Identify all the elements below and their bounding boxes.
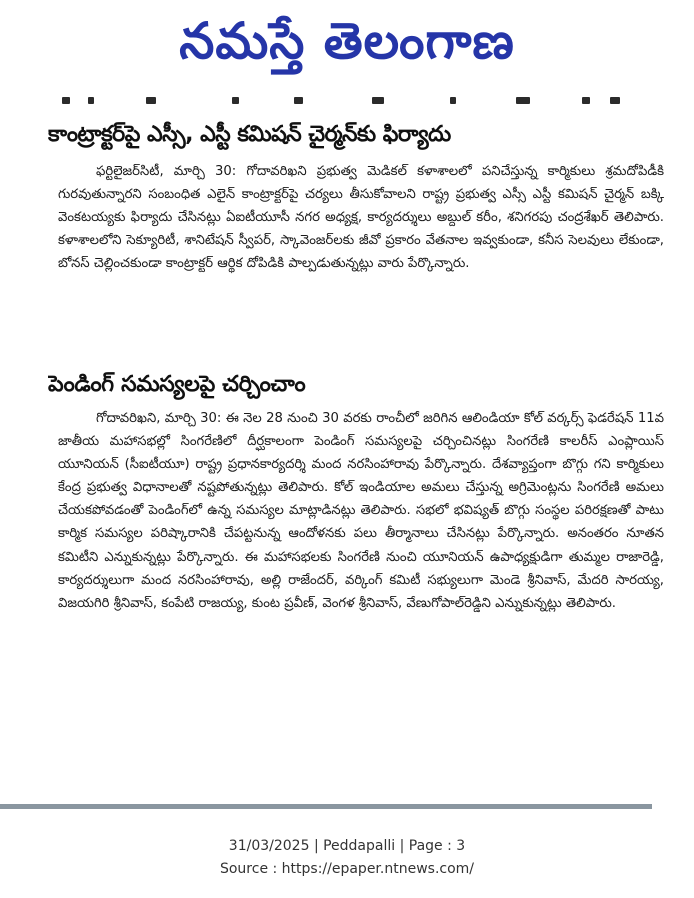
footer-source: Source : https://epaper.ntnews.com/ — [219, 861, 475, 877]
masthead-title: నమస్తే తెలంగాణ — [179, 12, 515, 70]
footer-divider — [0, 804, 652, 809]
article-2-body: గోదావరిఖని, మార్చి 30: ఈ నెల 28 నుంచి 30 వరకు రాంచీలో జరిగిన ఆలిండియా కోల్‌ వర్కర్స్‌ ఫెడరేషన్‌ 11వ జాతీయ మహాసభల్లో సింగరేణిలో దీర్ఘకాలంగా పెండింగ్‌ సమస్యలపై చర్చించినట్లు సింగరేణి కాలరీస్‌ ఎంప్లాయిస్‌ యూనియన్‌ (సీఐటీయూ) రాష్ట్ర ప్రధానకార్యదర్శి మంద నరసింహారావు పేర్కొన్నారు. దేశవ్యాప్తంగా బొగ్గు గని కార్మికులు కేంద్ర ప్రభుత్వ విధానాలతో నష్టపోతున్నట్లు తెలిపారు. కోల్‌ ఇండియాల అమలు చేస్తున్న అగ్రిమెంట్లను సింగరేణి అమలు చేయకపోవడంతో పెండింగ్‌లో ఉన్న సమస్యల మాట్లాడినట్లు తెలిపారు. సభలో భవిష్యత్‌ బొగ్గు సంస్థల పరిరక్షణతో పాటు కార్మిక సమస్యల పరిష్కారానికి చేపట్టనున్న ఆందోళనకు పలు తీర్మానాలు చేసినట్లు పేర్కొన్నారు. అనంతరం నూతన కమిటీని ఎన్నుకున్నట్లు పేర్కొన్నారు. ఈ మహాసభలకు సింగరేణి నుంచి యూనియన్‌ ఉపాధ్యక్షుడిగా తుమ్మల రాజారెడ్డి, కార్యదర్శులుగా మంద నరసింహారావు, అల్లి రాజేందర్‌, వర్కింగ్‌ కమిటీ సభ్యులుగా మెండె శ్రీనివాస్‌, మేదరి సారయ్య, విజయగిరి శ్రీనివాస్‌, కంపేటి రాజయ్య, కుంట ప్రవీణ్‌, వెంగళ శ్రీనివాస్‌, వేణుగోపాల్‌రెడ్డిని ఎన్నుకున్నట్లు తెలిపారు. — [58, 411, 664, 611]
clipped-previous-article-text — [62, 97, 622, 105]
article-2-headline: పెండింగ్‌ సమస్యలపై చర్చించాం — [48, 372, 306, 397]
article-1-headline: కాంట్రాక్టర్‌పై ఎస్సీ, ఎస్టీ కమిషన్‌ చైర్మన్‌కు ఫిర్యాదు — [48, 122, 451, 147]
footer-date-edition-page: 31/03/2025 | Peddapalli | Page : 3 — [228, 838, 466, 854]
article-1-body: ఫర్టిలైజర్‌సిటీ, మార్చి 30: గోదావరిఖని ప్రభుత్వ మెడికల్‌ కళాశాలలో పనిచేస్తున్న కార్మికులు శ్రమదోపిడీకి గురవుతున్నారని సంబంధిత ఎలైన్‌ కాంట్రాక్టర్‌పై చర్యలు తీసుకోవాలని రాష్ట్ర ప్రభుత్వ ఎస్సీ ఎస్టీ కమిషన్‌ చైర్మన్‌ బక్కి వెంకటయ్యకు ఫిర్యాదు చేసినట్లు ఏఐటీయూసీ నగర అధ్యక్ష, కార్యదర్శులు అబ్దుల్‌ కరీం, శనిగరపు చంద్రశేఖర్‌ తెలిపారు. కళాశాలలోని సెక్యూరిటీ, శానిటేషన్‌ స్వీపర్‌, స్కావెంజర్‌లకు జీవో ప్రకారం వేతనాల ఇవ్వకుండా, కనీస సెలవులు లేకుండా, బోనస్‌ చెల్లించకుండా కాంట్రాక్టర్‌ ఆర్థిక దోపిడికి పాల్పడుతున్నట్లు వారు పేర్కొన్నారు. — [58, 164, 664, 272]
